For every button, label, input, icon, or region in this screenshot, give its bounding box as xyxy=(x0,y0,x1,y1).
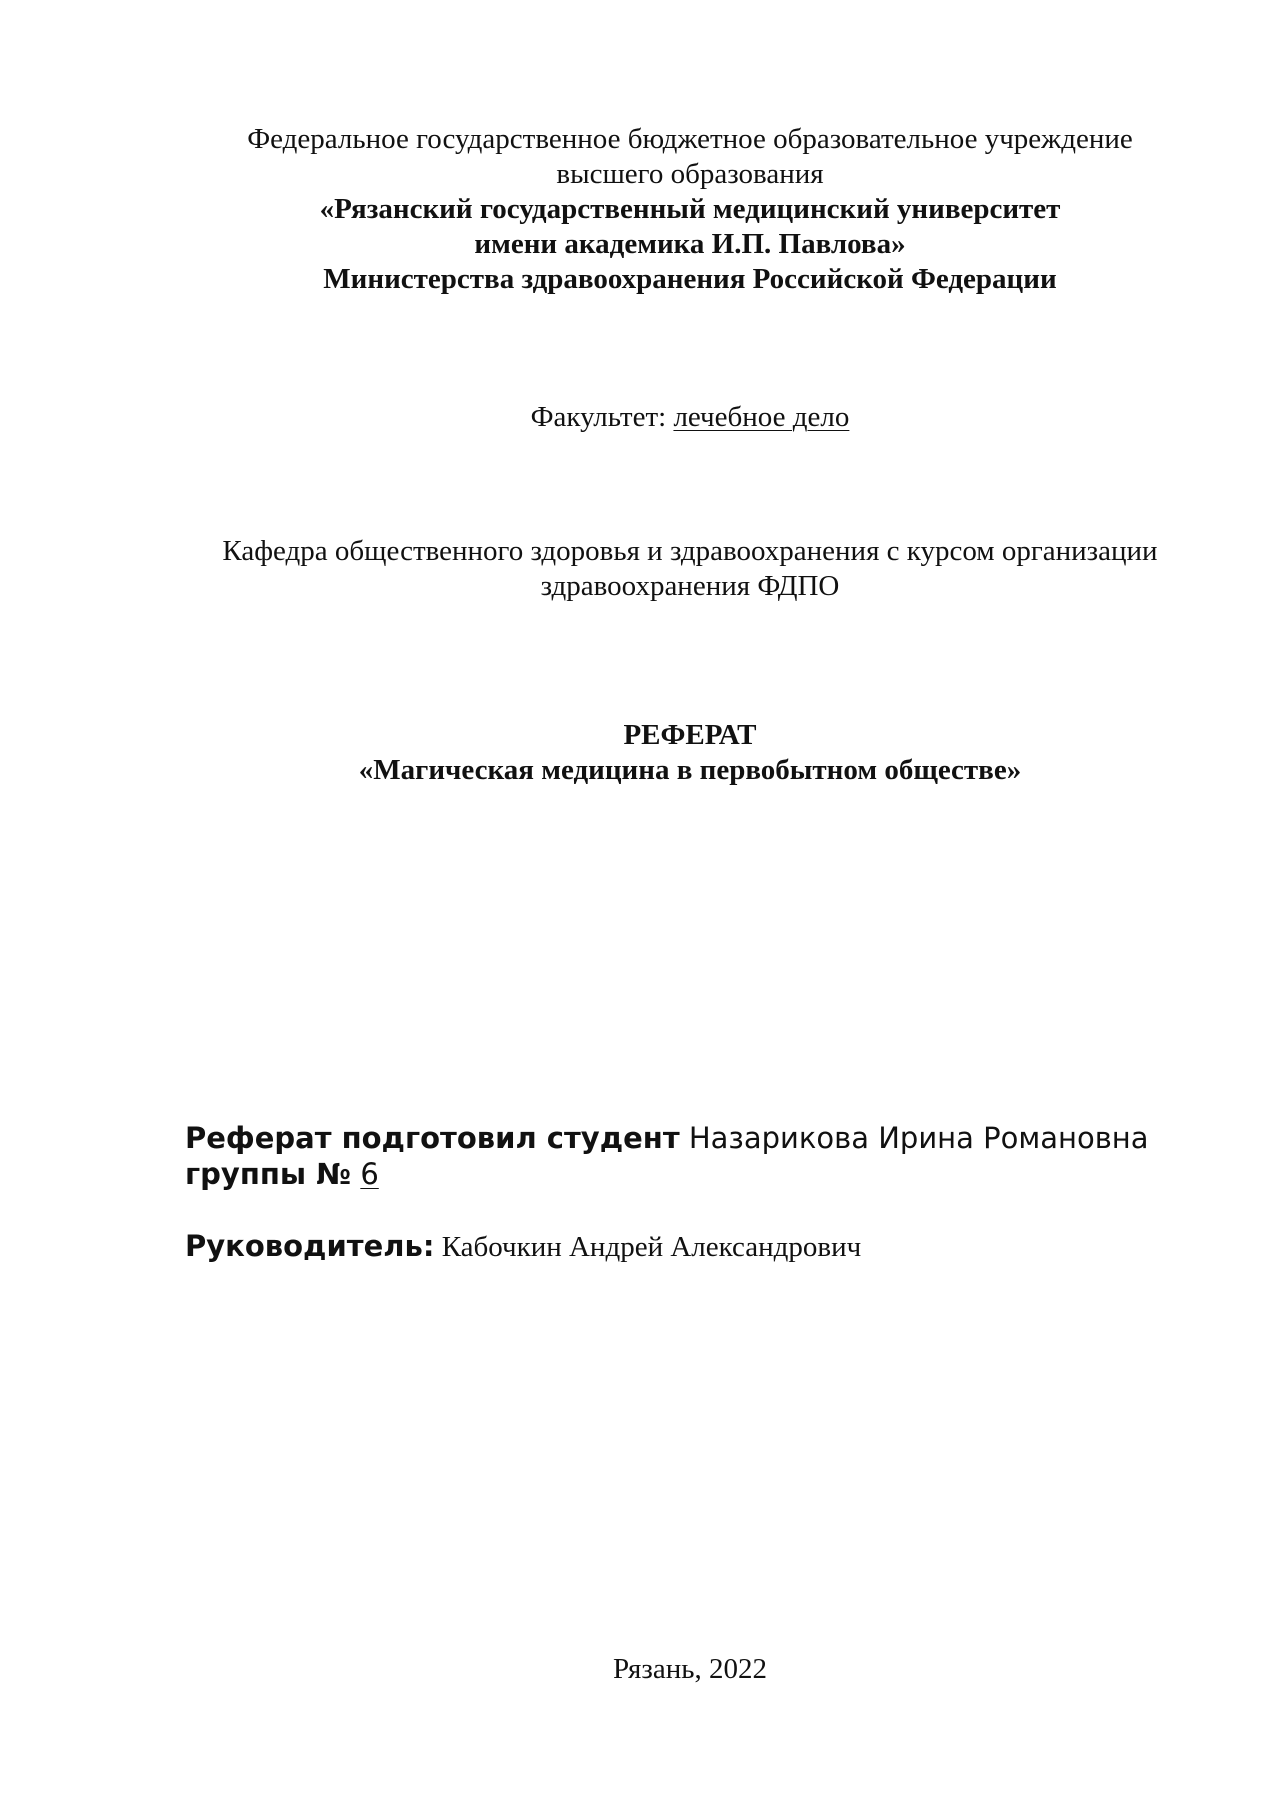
student-row xyxy=(185,1120,1149,1156)
city-year: Рязань, 2022 xyxy=(613,1653,767,1685)
group-label: группы № xyxy=(185,1157,352,1191)
supervisor-label: Руководитель: xyxy=(185,1229,435,1263)
work-title-block xyxy=(160,718,1220,788)
department-line-1: Кафедра общественного здоровья и здравоохранения с курсом организации xyxy=(222,535,1158,567)
header-line-1: Федеральное государственное бюджетное образовательное учреждение xyxy=(247,123,1133,155)
header-line-2: высшего образования xyxy=(556,158,824,190)
student-label: Реферат подготовил студент xyxy=(185,1121,680,1155)
department-line-2: здравоохранения ФДПО xyxy=(540,570,840,602)
work-title: «Магическая медицина в первобытном обществе» xyxy=(358,754,1022,786)
supervisor-row xyxy=(185,1228,861,1265)
department-block xyxy=(160,534,1220,604)
student-name: Назарикова Ирина Романовна xyxy=(688,1121,1149,1155)
work-type: РЕФЕРАТ xyxy=(623,719,757,751)
footer-city-year xyxy=(160,1652,1220,1687)
faculty-value: лечебное дело xyxy=(673,401,850,433)
group-row xyxy=(185,1156,1149,1192)
ministry-line: Министерства здравоохранения Российской Федерации xyxy=(323,263,1057,295)
group-number: 6 xyxy=(360,1157,379,1191)
student-block xyxy=(185,1120,1149,1192)
university-name-line-1: «Рязанский государственный медицинский университет xyxy=(319,193,1061,225)
supervisor-name: Кабочкин Андрей Александрович xyxy=(441,1231,862,1263)
faculty-line xyxy=(160,400,1220,435)
institution-header xyxy=(160,122,1220,297)
faculty-label: Факультет: xyxy=(530,401,674,433)
university-name-line-2: имени академика И.П. Павлова» xyxy=(474,228,906,260)
